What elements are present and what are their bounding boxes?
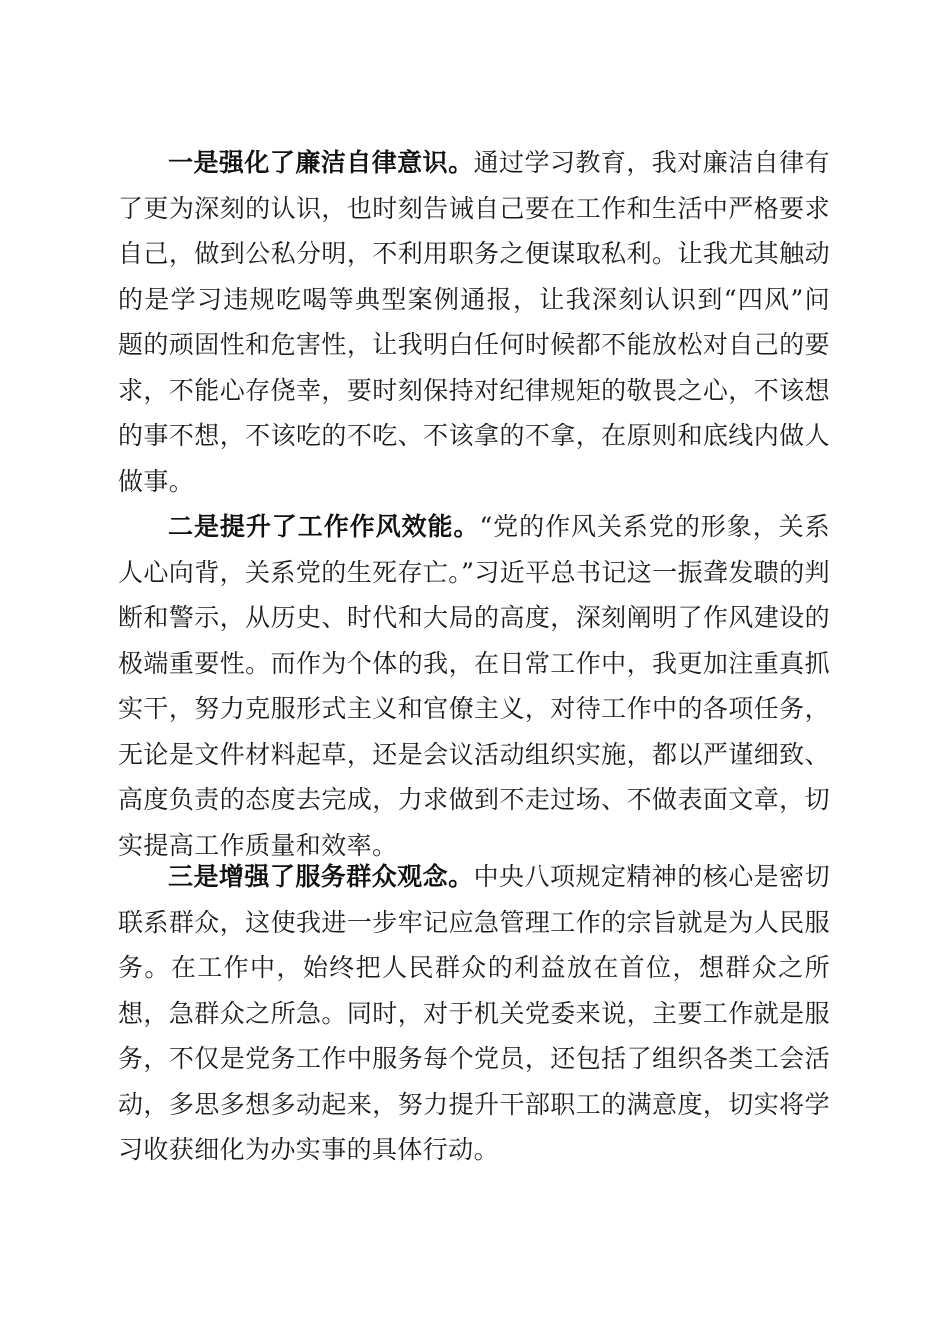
paragraph-3 — [118, 854, 830, 1173]
paragraph-1 — [118, 140, 830, 504]
paragraph-2-heading: 二是提升了工作作风效能。 — [168, 512, 480, 541]
paragraph-2-body: “党的作风关系党的形象，关系人心向背，关系党的生死存亡。”习近平总书记这一振聋发聩的判断和警示，从历史、时代和大局的高度，深刻阐明了作风建设的极端重要性。而作为个体的我，在日常工作中，我更加注重真抓实干，努力克服形式主义和官僚主义，对待工作中的各项任务，无论是文件材料起草，还是会议活动组织实施，都以严谨细致、高度负责的态度去完成，力求做到不走过场、不做表面文章，切实提高工作质量和效率。 — [118, 512, 830, 860]
paragraph-3-heading: 三是增强了服务群众观念。 — [168, 862, 474, 891]
paragraph-1-heading: 一是强化了廉洁自律意识。 — [168, 148, 474, 177]
paragraph-1-body: 通过学习教育，我对廉洁自律有了更为深刻的认识，也时刻告诫自己要在工作和生活中严格要求自己，做到公私分明，不利用职务之便谋取私利。让我尤其触动的是学习违规吃喝等典型案例通报，让我深刻认识到“四风”问题的顽固性和危害性，让我明白任何时候都不能放松对自己的要求，不能心存侥幸，要时刻保持对纪律规矩的敬畏之心，不该想的事不想，不该吃的不吃、不该拿的不拿，在原则和底线内做人做事。 — [118, 148, 830, 496]
paragraph-3-body: 中央八项规定精神的核心是密切联系群众，这使我进一步牢记应急管理工作的宗旨就是为人民服务。在工作中，始终把人民群众的利益放在首位，想群众之所想，急群众之所急。同时，对于机关党委来说，主要工作就是服务，不仅是党务工作中服务每个党员，还包括了组织各类工会活动，多思多想多动起来，努力提升干部职工的满意度，切实将学习收获细化为办实事的具体行动。 — [118, 862, 830, 1164]
paragraph-2 — [118, 504, 830, 868]
